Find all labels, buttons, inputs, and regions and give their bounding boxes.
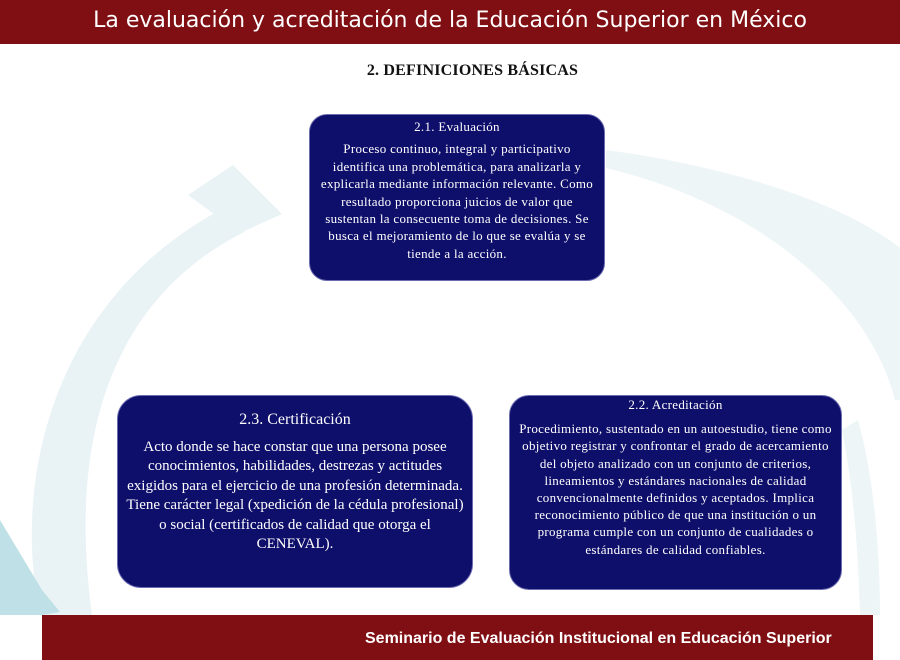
definition-box-acreditacion [509,395,842,590]
box-body-evaluacion: Proceso continuo, integral y participativo identifica una problemática, para analizarla y explicarla mediante información relevante. Como resultado proporciona juicios de valor que sustentan la consecuente toma de decisiones. Se busca el mejoramiento de lo que se evalúa y se tiende a la acción. [320,141,594,261]
box-body-certificacion: Acto donde se hace constar que una persona posee conocimientos, habilidades, destrezas y actitudes exigidos para el ejercicio de una profesión determinada. Tiene carácter legal (xpedición de la cédula profesional) o social (certificados de calidad que otorga el CENEVAL). [126,438,464,552]
definition-box-certificacion [117,395,473,588]
box-title-acreditacion: 2.2. Acreditación [628,397,723,412]
cycle-arc-right [606,150,900,400]
footer-text: Seminario de Evaluación Institucional en Educación Superior [365,630,832,647]
section-heading: 2. DEFINICIONES BÁSICAS [366,62,579,79]
definition-box-evaluacion [309,114,605,281]
page-title: La evaluación y acreditación de la Educación Superior en México [93,8,807,33]
box-body-acreditacion: Procedimiento, sustentado en un autoestudio, tiene como objetivo registrar y confrontar el grado de acercamiento del objeto analizado con un conjunto de criterios, lineamientos y estándares nacionales de calidad convencionalmente definidos y aceptados. Implica reconocimiento público de que una institución o un programa cumple con un conjunto de cualidades o estándares de calidad confiables. [519,421,832,557]
box-title-certificacion: 2.3. Certificación [239,411,351,428]
cycle-arc-right-lower [842,420,880,615]
box-title-evaluacion: 2.1. Evaluación [414,119,500,134]
